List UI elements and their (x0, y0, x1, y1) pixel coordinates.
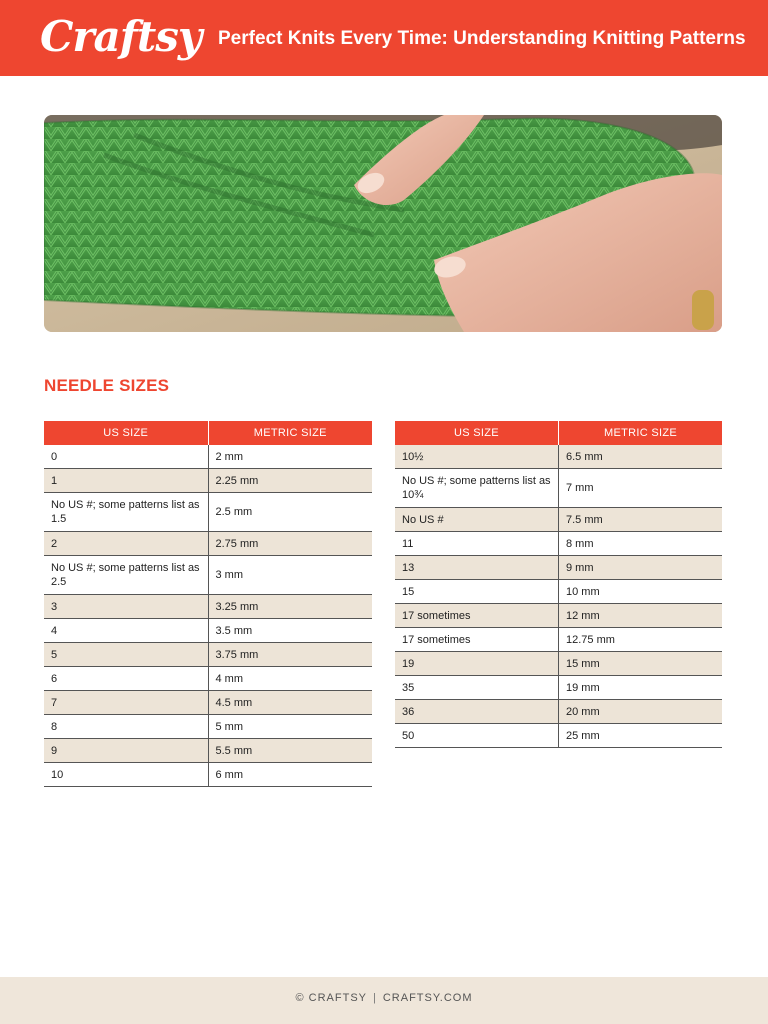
table-row (44, 532, 372, 556)
column-header-us-size: US SIZE (395, 421, 559, 445)
us-size-cell: No US # (395, 508, 559, 532)
table-row (44, 556, 372, 595)
us-size-cell: 1 (44, 469, 208, 493)
us-size-cell: 15 (395, 580, 559, 604)
us-size-cell: 50 (395, 724, 559, 748)
us-size-cell: 13 (395, 556, 559, 580)
page-title: Perfect Knits Every Time: Understanding Knitting Patterns (218, 28, 746, 49)
table-row (395, 580, 722, 604)
header-bar (0, 0, 768, 76)
column-header-metric-size: METRIC SIZE (208, 421, 372, 445)
metric-size-cell: 25 mm (559, 724, 723, 748)
metric-size-cell: 19 mm (559, 676, 723, 700)
us-size-cell: 19 (395, 652, 559, 676)
metric-size-cell: 5.5 mm (208, 739, 372, 763)
metric-size-cell: 12.75 mm (559, 628, 723, 652)
metric-size-cell: 3.75 mm (208, 643, 372, 667)
us-size-cell: 17 sometimes (395, 604, 559, 628)
us-size-cell: 10½ (395, 445, 559, 469)
metric-size-cell: 15 mm (559, 652, 723, 676)
us-size-cell: No US #; some patterns list as 1.5 (44, 493, 208, 532)
table-row (395, 508, 722, 532)
us-size-cell: 9 (44, 739, 208, 763)
metric-size-cell: 3 mm (208, 556, 372, 595)
column-header-metric-size: METRIC SIZE (559, 421, 723, 445)
table-row (44, 643, 372, 667)
metric-size-cell: 20 mm (559, 700, 723, 724)
metric-size-cell: 2.75 mm (208, 532, 372, 556)
table-row (44, 445, 372, 469)
us-size-cell: 6 (44, 667, 208, 691)
needle-size-table-right (395, 421, 722, 748)
us-size-cell: 0 (44, 445, 208, 469)
us-size-cell: 11 (395, 532, 559, 556)
us-size-cell: 35 (395, 676, 559, 700)
table-row (44, 763, 372, 787)
table-row (395, 445, 722, 469)
us-size-cell: 7 (44, 691, 208, 715)
metric-size-cell: 10 mm (559, 580, 723, 604)
metric-size-cell: 9 mm (559, 556, 723, 580)
knitting-photo-illustration (44, 115, 722, 332)
needle-size-table-left (44, 421, 372, 787)
metric-size-cell: 7 mm (559, 469, 723, 508)
table-header-row (44, 421, 372, 445)
table-row (44, 469, 372, 493)
table-header-row (395, 421, 722, 445)
footer-bar (0, 977, 768, 1024)
table-row (395, 676, 722, 700)
craftsy-logo[interactable]: Craftsy (40, 12, 202, 61)
metric-size-cell: 2.5 mm (208, 493, 372, 532)
metric-size-cell: 12 mm (559, 604, 723, 628)
us-size-cell: 17 sometimes (395, 628, 559, 652)
metric-size-cell: 6.5 mm (559, 445, 723, 469)
us-size-cell: 36 (395, 700, 559, 724)
metric-size-cell: 6 mm (208, 763, 372, 787)
knitting-photo (44, 115, 722, 332)
metric-size-cell: 4.5 mm (208, 691, 372, 715)
us-size-cell: 2 (44, 532, 208, 556)
metric-size-cell: 8 mm (559, 532, 723, 556)
table-row (395, 604, 722, 628)
table-row (395, 700, 722, 724)
us-size-cell: 10 (44, 763, 208, 787)
table-row (395, 469, 722, 508)
section-title-needle-sizes: NEEDLE SIZES (44, 376, 170, 395)
us-size-cell: No US #; some patterns list as 2.5 (44, 556, 208, 595)
metric-size-cell: 5 mm (208, 715, 372, 739)
table-row (395, 532, 722, 556)
us-size-cell: No US #; some patterns list as 10¾ (395, 469, 559, 508)
table-row (44, 619, 372, 643)
table-row (44, 493, 372, 532)
footer-copyright: © CRAFTSY (295, 992, 367, 1004)
footer-site-link[interactable]: CRAFTSY.COM (382, 992, 473, 1004)
footer-credits (0, 991, 768, 1005)
metric-size-cell: 2 mm (208, 445, 372, 469)
table-row (395, 652, 722, 676)
metric-size-cell: 3.5 mm (208, 619, 372, 643)
metric-size-cell: 3.25 mm (208, 595, 372, 619)
table-row (395, 724, 722, 748)
table-row (44, 595, 372, 619)
metric-size-cell: 2.25 mm (208, 469, 372, 493)
table-row (44, 691, 372, 715)
table-row (44, 667, 372, 691)
footer-separator: | (373, 992, 377, 1004)
column-header-us-size: US SIZE (44, 421, 208, 445)
metric-size-cell: 7.5 mm (559, 508, 723, 532)
us-size-cell: 5 (44, 643, 208, 667)
us-size-cell: 8 (44, 715, 208, 739)
us-size-cell: 4 (44, 619, 208, 643)
table-row (395, 556, 722, 580)
metric-size-cell: 4 mm (208, 667, 372, 691)
table-row (44, 715, 372, 739)
us-size-cell: 3 (44, 595, 208, 619)
table-row (44, 739, 372, 763)
table-row (395, 628, 722, 652)
